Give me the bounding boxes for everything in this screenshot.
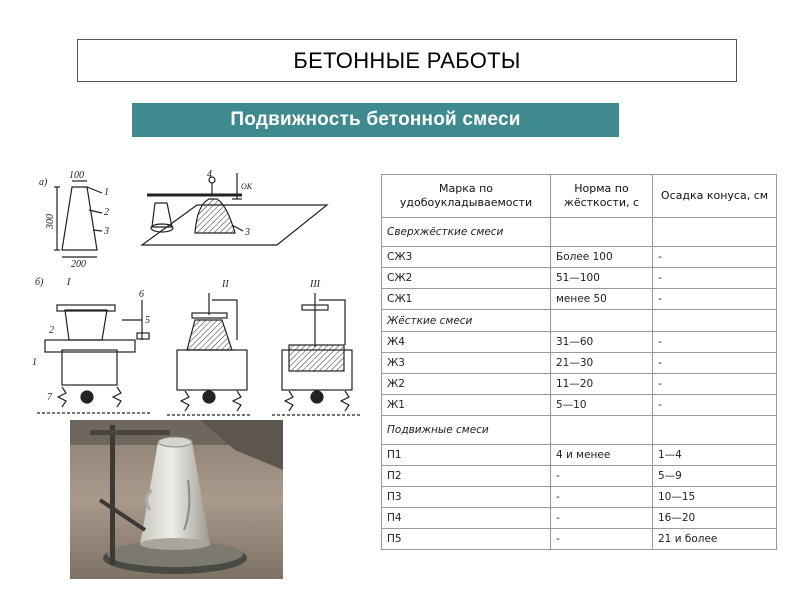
grade-cell: П5 xyxy=(382,529,551,550)
table-row xyxy=(382,395,777,416)
cone-drawing xyxy=(62,187,97,250)
table-row xyxy=(382,466,777,487)
header-grade: Марка по удобоукладываемости xyxy=(382,175,551,218)
dim-bottom-label: 200 xyxy=(71,259,86,270)
stiffness-cell: 51—100 xyxy=(551,268,653,289)
part-number-5: 5 xyxy=(145,315,150,326)
header-slump: Осадка конуса, см xyxy=(653,175,777,218)
slump-cell: 21 и более xyxy=(653,529,777,550)
part-number-3: 3 xyxy=(104,226,109,237)
grade-cell: Ж3 xyxy=(382,353,551,374)
grade-cell: СЖ3 xyxy=(382,247,551,268)
dim-top-label: 100 xyxy=(69,170,84,181)
part-number-1: 1 xyxy=(104,187,109,198)
table-row xyxy=(382,487,777,508)
label-a: а) xyxy=(39,177,48,188)
grade-cell: Ж4 xyxy=(382,332,551,353)
grade-cell: СЖ1 xyxy=(382,289,551,310)
part-number-2b: 2 xyxy=(49,325,54,336)
roman-1: I xyxy=(67,277,71,288)
slump-cell: 5—9 xyxy=(653,466,777,487)
table-row xyxy=(382,268,777,289)
table-row xyxy=(382,289,777,310)
stiffness-cell: - xyxy=(551,508,653,529)
dim-side-label: ОК xyxy=(241,182,253,191)
table-row xyxy=(382,247,777,268)
slump-cell: - xyxy=(653,332,777,353)
slump-cell: 16—20 xyxy=(653,508,777,529)
table-group-row xyxy=(382,218,777,247)
stiffness-cell: 31—60 xyxy=(551,332,653,353)
table-row xyxy=(382,332,777,353)
grade-cell: Ж1 xyxy=(382,395,551,416)
grade-cell: П3 xyxy=(382,487,551,508)
grade-cell: П4 xyxy=(382,508,551,529)
grade-cell: П1 xyxy=(382,445,551,466)
slide-title: БЕТОННЫЕ РАБОТЫ xyxy=(77,39,737,82)
empty-cell xyxy=(551,218,653,247)
grade-cell: П2 xyxy=(382,466,551,487)
empty-cell xyxy=(653,310,777,332)
slump-cell: 1—4 xyxy=(653,445,777,466)
table-group-row xyxy=(382,416,777,445)
part-number-3b: 3 xyxy=(245,227,250,238)
table-row xyxy=(382,445,777,466)
stiffness-cell: - xyxy=(551,529,653,550)
part-number-4: 4 xyxy=(207,169,212,180)
grade-cell: Ж2 xyxy=(382,374,551,395)
part-number-6: 6 xyxy=(139,289,144,300)
label-b: б) xyxy=(35,277,44,288)
slump-cell: - xyxy=(653,268,777,289)
mobility-classes-table xyxy=(381,174,777,550)
table-row xyxy=(382,508,777,529)
table-row xyxy=(382,374,777,395)
slump-cell: - xyxy=(653,353,777,374)
stiffness-cell: 5—10 xyxy=(551,395,653,416)
slump-cone-photo xyxy=(70,420,283,579)
roman-3: III xyxy=(310,279,320,290)
slump-cell: - xyxy=(653,374,777,395)
slumped-concrete xyxy=(195,199,235,233)
stiffness-cell: - xyxy=(551,487,653,508)
dim-height-label: 300 xyxy=(45,214,56,229)
stiffness-cell: 4 и менее xyxy=(551,445,653,466)
empty-cell xyxy=(653,218,777,247)
slump-cell: - xyxy=(653,395,777,416)
stiffness-cell: 11—20 xyxy=(551,374,653,395)
roman-2: II xyxy=(222,279,229,290)
table-row xyxy=(382,353,777,374)
stiffness-cell: - xyxy=(551,466,653,487)
stiffness-cell: Более 100 xyxy=(551,247,653,268)
table-row xyxy=(382,529,777,550)
part-number-1b: 1 xyxy=(32,357,37,368)
group-label: Подвижные смеси xyxy=(382,416,551,445)
part-number-2: 2 xyxy=(104,207,109,218)
slump-cell: - xyxy=(653,289,777,310)
empty-cell xyxy=(653,416,777,445)
table-group-row xyxy=(382,310,777,332)
group-label: Жёсткие смеси xyxy=(382,310,551,332)
group-label: Сверхжёсткие смеси xyxy=(382,218,551,247)
slump-cell: - xyxy=(653,247,777,268)
table-header-row xyxy=(382,175,777,218)
table-body xyxy=(382,218,777,550)
empty-cell xyxy=(551,416,653,445)
part-number-7: 7 xyxy=(47,392,52,403)
stiffness-cell: 21—30 xyxy=(551,353,653,374)
cone-test-diagram xyxy=(27,165,367,420)
empty-cell xyxy=(551,310,653,332)
grade-cell: СЖ2 xyxy=(382,268,551,289)
stiffness-cell: менее 50 xyxy=(551,289,653,310)
header-stiffness: Норма по жёсткости, с xyxy=(551,175,653,218)
slump-cell: 10—15 xyxy=(653,487,777,508)
slide-subtitle: Подвижность бетонной смеси xyxy=(132,103,619,137)
